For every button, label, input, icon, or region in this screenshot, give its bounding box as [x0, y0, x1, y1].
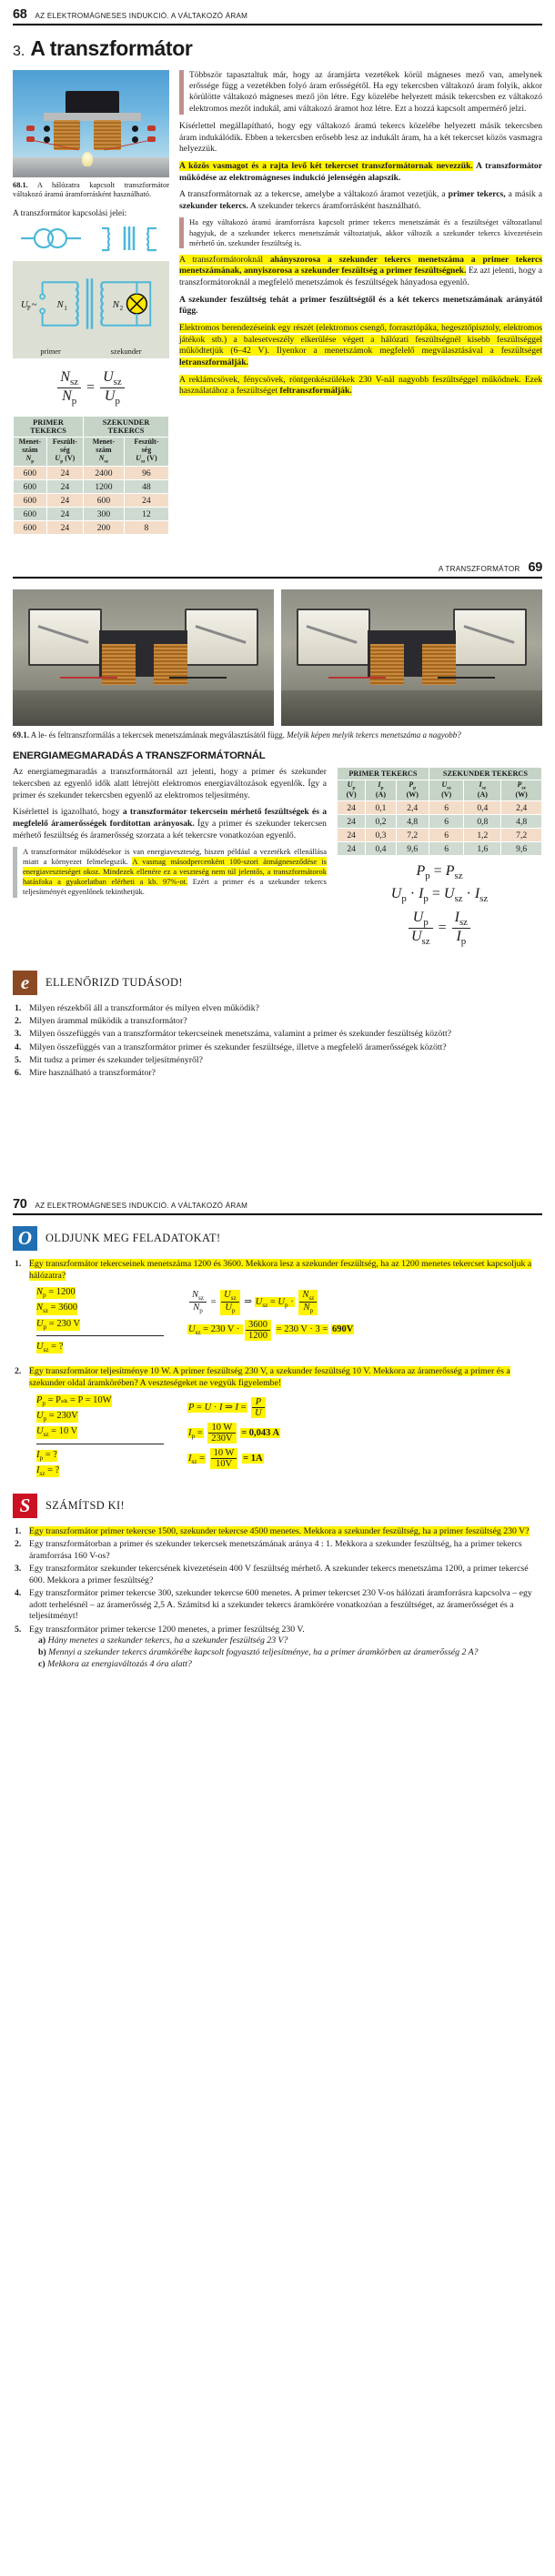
figure-69-caption: [13, 730, 542, 740]
diagram-szekunder-label: szekunder: [110, 347, 142, 356]
secondary-voltage-note: [179, 217, 542, 247]
formula-nsz-sym: N: [60, 368, 70, 385]
running-head-68: [13, 0, 542, 25]
problem-1-midresult: = 230 V · 3 =: [276, 1324, 328, 1335]
lead-wire-red: [328, 677, 386, 679]
page-69-table-column: [337, 767, 542, 956]
calc-item-5: Egy transzformátor primer tekercse 1200 menetes, a primer feszültség 230 V.: [29, 1624, 305, 1635]
page-68-right-column: [179, 70, 542, 403]
table-row: 600 24 2400 96: [14, 467, 169, 480]
power-table-body: [338, 801, 542, 856]
voltmeter-right-icon: [453, 609, 526, 666]
folio-number: 68: [13, 7, 27, 22]
problem-2-ip-num: 10 W: [211, 1423, 233, 1434]
table-row: 24 0,4 9,6 6 1,6 9,6: [338, 842, 542, 856]
intro-note-block: [179, 70, 542, 115]
label-up: U: [20, 298, 28, 310]
circuit-diagram-captions: [15, 347, 166, 356]
symbol-lead-text: A transzformátor kapcsolási jelei:: [13, 208, 127, 218]
bench-surface: [281, 690, 542, 726]
page-68: [0, 0, 555, 553]
list-item: Mire használható a transzformátor?: [29, 1068, 156, 1079]
formula-equals: =: [86, 379, 96, 396]
calc-item-5b: b) Mennyi a szekunder tekercs áramkörébe kapcsolt fogyasztó teljesítménye, ha a primer áramkörben az áramerősség 2 A?: [38, 1647, 479, 1658]
power-table-group-primer: PRIMER TEKERCS: [338, 768, 429, 780]
secondary-voltage-note-text: Ha egy váltakozó áramú áramforrásra kapcsolt primer tekercs menetszámát és a feszültséget változatlanul hagyjuk, de a szekunder tekercs menetszámát változtatjuk, akkor változik a szekunder tekercs kivezetésein mérhető ún. szekunder feszültség is.: [189, 217, 542, 247]
list-item: Milyen összefüggés van a transzformátor primer és szekunder feszültsége, illetve a megfelelő áramerősségek között?: [29, 1041, 447, 1052]
calculate-title: SZÁMÍTSD KI!: [45, 1498, 126, 1512]
term-primer-tekercs: primer tekercs,: [448, 189, 506, 200]
calculate-icon: S: [13, 1494, 37, 1518]
voltage-table-group-szekunder: SZEKUNDER TEKERCS: [84, 417, 169, 438]
problem-2-ip: $I_p$ = $\frac{10 W}{230V}$ = 0,043 A: [188, 1423, 280, 1444]
formula-left-fraction: [57, 369, 81, 407]
running-head-70: [13, 1190, 542, 1215]
power-table-group-header-row: [338, 768, 542, 780]
figure-68-number: 68.1.: [13, 180, 28, 189]
figure-69-text: A le- és feltranszformálás a tekercsek menetszámának megválasztásától függ.: [30, 730, 285, 740]
given-np: $N_p = 1200$: [36, 1287, 76, 1300]
asked-ip: $I_p$ = ?: [36, 1449, 57, 1462]
given-divider: [36, 1335, 164, 1336]
running-head-69: [13, 553, 542, 579]
energy-loss-note-text: A transzformátor működésekor is van energiaveszteség, hiszen például a vezetékek ellenállása miatt a környezet felmelegszik. A vasmag másodpercenként 100-szori átmágneseződése is energiaveszteséget okoz. Mindezek ellenére ez a veszteség nem túl jelentős, a transzformátorok hatásfoka a gyakorlatban elérheti a kb. 97%-ot. Ezért a primer és a szekunder tekercs teljesítményét egyenlőnek tekinthetjük.: [23, 847, 327, 897]
problem-2-ip-result: = 0,043 A: [241, 1428, 280, 1439]
voltage-col-nsz: Menet- szám $N_{sz}$: [84, 437, 125, 467]
power-table: [337, 767, 542, 856]
table-row: 24 0,3 7,2 6 1,2 7,2: [338, 829, 542, 842]
formula-up-sub: p: [115, 396, 120, 408]
bench-surface: [13, 690, 274, 726]
formula-inverse-ratio: $\frac{U_p}{U_{sz}}$ = $\frac{I_{sz}}{I_p}$: [337, 910, 542, 947]
problem-2-isz-den: 10V: [211, 1458, 237, 1469]
problem-2-isz-result: = 1A: [243, 1454, 263, 1464]
folio-number: 70: [13, 1197, 27, 1213]
calculate-list: [13, 1526, 542, 1671]
term-letranszformalas: letranszformálják.: [179, 357, 248, 367]
paragraph-coils: A transzformátornak az a tekercse, amelybe a váltakozó áramot vezetjük, a primer tekercs, a másik a szekunder tekercs. A szekunder tekercs áramforrásként használható.: [179, 189, 542, 211]
given-nsz: $N_{sz} = 3600$: [36, 1303, 78, 1315]
list-item: [13, 1526, 542, 1538]
solve-problems-list-2: [13, 1366, 542, 1389]
page-69-bottom-spacer: [13, 1081, 542, 1190]
terminal-black-1: [44, 126, 50, 132]
voltage-table: [13, 416, 169, 535]
calc-item-5a: a) Hány menetes a szekunder tekercs, ha a szekunder feszültség 23 V?: [38, 1635, 288, 1646]
voltage-table-group-header-row: [14, 417, 169, 438]
problem-2-working: [187, 1393, 542, 1478]
formula-ui-product: $U_p \cdot I_p = U_{sz} \cdot I_{sz}$: [390, 886, 489, 905]
power-table-group-szekunder: SZEKUNDER TEKERCS: [429, 768, 541, 780]
problem-2-given: [36, 1393, 182, 1478]
lead-wire-black: [169, 677, 227, 679]
power-col-isz: $I_{sz}$ (A): [464, 780, 501, 801]
paragraph-induction: Kísérlettel megállapítható, hogy egy váltakozó áramú tekercs közelébe helyezett másik tekercsben áram indukálódik. Ebben a tekercsben erősebb lesz az indukált áram, ha a két tekercset közös vasmagra helyezzük.: [179, 120, 542, 155]
primary-coil-shape: [370, 644, 404, 685]
svg-text:2: 2: [119, 305, 124, 312]
statement-secondary-voltage: A szekunder feszültség tehát a primer feszültségtől és a két tekercs menetszámának arányától függ.: [179, 294, 542, 317]
power-col-pp: $P_p$ (W): [396, 780, 429, 801]
section-number: 3.: [13, 43, 25, 59]
paragraph-inverse-proportion: Kísérlettel is igazolható, hogy a transzformátor tekercsein mérhető feszültségek és a megfelelő áramerősségek fordítottan arányosak. Így a primer és szekunder tekercsen mérhető feszültség és áramerősség szorzata a két tekercsre vonatkozóan egyenlő.: [13, 807, 327, 840]
statement-inverse-proportion: a transzformátor tekercsein mérhető feszültségek és a megfelelő áramerősségek fordítottan arányosak.: [13, 807, 327, 829]
given-up2: $U_p = 230V$: [36, 1411, 78, 1424]
page-69-text-column: [13, 767, 327, 903]
running-title: AZ ELEKTROMÁGNESES INDUKCIÓ. A VÁLTAKOZÓ ÁRAM: [35, 12, 248, 20]
definition-turns-ratio-highlight: ahányszorosa a szekunder tekercs menetszáma a primer tekercs menetszámának, annyiszorosa a szekunder feszültség a primer feszültségnek.: [179, 254, 542, 277]
transformer-symbol-circles-icon: [19, 226, 85, 250]
table-row: 24 0,2 4,8 6 0,8 4,8: [338, 815, 542, 829]
solve-problems-list: [13, 1259, 542, 1282]
check-knowledge-heading: [13, 971, 542, 995]
terminal-red-1: [26, 126, 35, 131]
problem-1-derivation: $\frac{N_{sz}}{N_p}$ = $\frac{U_{sz}}{U_p}$ ⇒ $U_{sz} = U_p$ · $\frac{N_{sz}}{N_p}$: [187, 1290, 542, 1314]
table-row: 24 0,1 2,4 6 0,4 2,4: [338, 801, 542, 815]
list-item: [13, 1625, 542, 1671]
note-accent-bar: [179, 217, 184, 247]
definition-transformer: [179, 161, 542, 184]
lead-wire-black: [438, 677, 495, 679]
section-title: [13, 36, 542, 61]
page-69-columns: [13, 767, 542, 956]
energy-loss-note: [13, 847, 327, 897]
problem-2-solution: [36, 1393, 542, 1478]
formula-usz-sym: U: [103, 368, 114, 385]
calc-item-5c: c) Mekkora az energiaváltozás 4 óra alatt?: [38, 1658, 192, 1669]
check-knowledge-title: ELLENŐRIZD TUDÁSOD!: [45, 976, 183, 990]
transformer-demo-photo-left: [13, 589, 274, 726]
ammeter-left-icon: [28, 609, 101, 666]
given-power: $P_p = P_{sk} = P = 10W$: [36, 1395, 112, 1408]
running-title: AZ ELEKTROMÁGNESES INDUKCIÓ. A VÁLTAKOZÓ ÁRAM: [35, 1202, 248, 1211]
figure-68-text: A hálózatra kapcsolt transzformátor váltakozó áramú áramforrásként használható.: [13, 180, 169, 199]
figure-68-caption: [13, 181, 169, 200]
power-col-usz: $U_{sz}$ (V): [429, 780, 464, 801]
secondary-coil-shape: [422, 644, 456, 685]
subheading-energy-conservation: ENERGIAMEGMARADÁS A TRANSZFORMÁTORNÁL: [13, 750, 266, 762]
terminal-black-3: [132, 126, 138, 132]
definition-turns-ratio: A transzformátoroknál ahányszorosa a szekunder tekercs menetszáma a primer tekercs menetszámának, annyiszorosa a szekunder feszültség a primer feszültségnek. Ez azt jelenti, hogy a transzformátoroknál a megfelelő menetszámok és feszültségek hányadosa egyenlő.: [179, 254, 542, 287]
problem-1-denominator: 1200: [246, 1330, 270, 1341]
transformer-symbol-coils-icon: [96, 225, 164, 252]
page-68-left-column: [13, 70, 169, 536]
transformer-photo: [13, 70, 169, 177]
problem-2-isz: $I_{sz}$ = $\frac{10 W}{10V}$ = 1A: [188, 1448, 263, 1470]
problem-2-ip-den: 230V: [208, 1433, 235, 1444]
list-item: Milyen árammal működik a transzformátor?: [29, 1016, 187, 1027]
svg-text:~: ~: [31, 298, 37, 310]
transformer-circuit-symbols: [13, 223, 169, 254]
secondary-coil-shape: [94, 120, 120, 150]
formula-right-fraction: [100, 369, 125, 407]
page-69: [0, 553, 555, 1190]
table-row: 600 24 300 12: [14, 508, 169, 521]
voltage-table-body: [14, 467, 169, 535]
calc-item-3: Egy transzformátor szekunder tekercsének kivezetésein 400 V feszültség mérhető. A szekunder tekercs menetszáma 1200, a primer tekercsé 600. Mekkora a primer feszültség?: [29, 1563, 529, 1585]
list-item: Mit tudsz a primer és szekunder teljesítményről?: [29, 1054, 203, 1065]
page-68-columns: [13, 70, 542, 536]
paragraph-step-up: A reklámcsövek, fénycsövek, röntgenkészülékek 230 V-nál nagyobb feszültséggel működnek. Ezek használatához a feszültséget feltranszformálják.: [179, 374, 542, 397]
problem-1-result: $U_{sz} = 230$ V · $\frac{3600}{1200}$ = 230 V · 3 = 690V: [188, 1319, 354, 1341]
solve-problems-heading: [13, 1226, 542, 1251]
solve-problems-title: OLDJUNK MEG FELADATOKAT!: [45, 1231, 221, 1244]
section-name: A transzformátor: [30, 35, 193, 60]
given-usz2: $U_{sz} = 10$ V: [36, 1426, 78, 1439]
power-col-up: $U_p$ (V): [338, 780, 366, 801]
energy-loss-highlight: A vasmag másodpercenként 100-szori átmágneseződése is energiaveszteséget okoz. Mindezek ellenére ez a veszteség nem túl jelentős, a transzformátorok hatásfoka a gyakorlatban elérheti a kb. 97%-ot.: [23, 857, 327, 887]
check-knowledge-list: [13, 1003, 542, 1080]
lamp-shape: [82, 152, 93, 166]
secondary-coil-shape: [154, 644, 187, 685]
figure-69-photos: [13, 589, 542, 726]
power-formulas: [337, 863, 542, 947]
table-row: 600 24 600 24: [14, 494, 169, 508]
check-knowledge-icon: e: [13, 971, 37, 995]
formula-up-sym: U: [104, 388, 116, 405]
calculate-heading: [13, 1494, 542, 1518]
formula-np-sub: p: [71, 396, 77, 408]
list-item: Milyen részekből áll a transzformátor és milyen elven működik?: [29, 1003, 260, 1014]
list-item: [13, 1539, 542, 1562]
asked-isz: $I_{sz}$ = ?: [36, 1464, 60, 1477]
problem-2-text: Egy transzformátor teljesítménye 10 W. A primer feszültség 230 V, a szekunder feszültség 10 V. Mekkora az áramerősség a primer és a szekunder oldal áramkörében? A veszteségeket ne vegyük figyelembe!: [29, 1365, 510, 1388]
primary-coil-shape: [102, 644, 136, 685]
given-up: $U_p = 230$ V: [36, 1318, 81, 1331]
problem-1-numerator: 3600: [248, 1319, 268, 1330]
solve-problems-icon: O: [13, 1226, 37, 1251]
power-table-column-header-row: [338, 780, 542, 801]
page-68-bottom-spacer: [13, 535, 542, 553]
paragraph-step-down: Elektromos berendezéseink egy részét (elektromos csengő, forrasztópáka, hegesztőpisztoly, elektromos játékok stb.) a balesetveszély elkerülése végett a hálózati feszültségnél kisebb feszültséggel működtetjük (6–42 V). Ilyenkor a menetszámok megfelelő megválasztásával a feszültséget letranszformálják.: [179, 322, 542, 367]
terminal-red-3: [147, 126, 156, 131]
running-title: A TRANSZFORMÁTOR: [438, 565, 520, 574]
power-col-psz: $P_{sz}$ (W): [501, 780, 542, 801]
note-accent-bar: [179, 70, 184, 115]
diagram-primer-label: primer: [40, 347, 61, 356]
label-n2: N: [112, 298, 119, 310]
svg-text:P: P: [26, 305, 31, 312]
problem-2-derivation: P = U · I ⇒ I = $\frac{P}{U}$: [187, 1397, 542, 1418]
calc-item-1: Egy transzformátor primer tekercse 1500, szekunder tekercse 4500 menetes. Mekkora a szekunder feszültség, ha a primer feszültség 230 V?: [29, 1525, 530, 1536]
term-szekunder-tekercs: szekunder tekercs.: [179, 200, 248, 211]
circuit-diagram-svg: [15, 266, 166, 342]
calc-item-4: Egy transzformátor primer tekercse 300, szekunder tekercse 600 menetes. A primer tekercset 230 V-os hálózati áramforrásra kapcsolva – egy adott terhelésnél – az áramerősség 2,5 A. Számítsd ki a szekunder tekercs áramkörére vonatkozóan a feszültséget, az áramerősséget és a teljesítményt!: [29, 1587, 532, 1622]
figure-69-number: 69.1.: [13, 730, 29, 740]
table-row: 600 24 200 8: [14, 521, 169, 535]
transformer-circuit-diagram: [13, 261, 169, 358]
formula-np-sym: N: [62, 388, 72, 405]
voltage-col-usz: Feszült- ség $U_{sz}$ (V): [124, 437, 168, 467]
list-item: [13, 1564, 542, 1586]
problem-1-working: [187, 1285, 542, 1354]
voltmeter-left-icon: [185, 609, 257, 666]
term-feltranszformalas: feltranszformálják.: [279, 386, 352, 397]
voltage-col-np: Menet- szám $N_p$: [14, 437, 47, 467]
voltage-col-up: Feszült- ség $U_p$ (V): [46, 437, 83, 467]
list-item: [13, 1259, 542, 1282]
formula-nsz-sub: sz: [69, 377, 79, 388]
transformer-demo-photo-right: [281, 589, 542, 726]
problem-2-isz-num: 10 W: [213, 1448, 235, 1459]
definition-transformer-highlight: A közös vasmagot és a rajta levő két tekercset transzformátornak nevezzük.: [179, 160, 473, 171]
definition-transformer-rest: A transzformátor működése az elektromágneses indukció jelenségén alapszik.: [179, 160, 542, 183]
turns-ratio-formula: [13, 369, 169, 407]
note-accent-bar: [13, 847, 17, 897]
list-item: [13, 1588, 542, 1623]
lead-wire-red: [60, 677, 117, 679]
voltage-table-column-header-row: [14, 437, 169, 467]
power-col-ip: $I_p$ (A): [366, 780, 396, 801]
intro-note-text: Többször tapasztaltuk már, hogy az áramjárta vezetékek körül mágneses mező van, amelynek erőssége függ a vezetékben folyó áram erősségétől. Ha egy tekercsben váltakozó áram folyik, akkor körülötte váltakozó mágneses mező jön létre. Egy közelébe helyezett másik tekercsben ez váltakozó elektromos mezőt indukál, ami váltakozó áramot hoz létre. Ezt a hozzá kapcsolt ampermérő jelzi.: [189, 70, 542, 114]
svg-text:1: 1: [64, 305, 67, 312]
folio-number: 69: [528, 560, 542, 576]
page-70-bottom-spacer: [13, 1672, 542, 1699]
ammeter-right-icon: [297, 609, 369, 666]
voltage-table-group-primer: PRIMER TEKERCS: [14, 417, 84, 438]
list-item: Milyen összefüggés van a transzformátor tekercseinek menetszáma, valamint a primer és szekunder feszültség között?: [29, 1029, 452, 1040]
problem-1-text: Egy transzformátor tekercseinek menetszáma 1200 és 3600. Mekkora lesz a szekunder feszültség, ha az 1200 menetes tekercset kapcsoljuk a hálózatra?: [29, 1258, 532, 1281]
list-item: [13, 1366, 542, 1389]
formula-power-equality: $P_p = P_{sz}$: [416, 863, 463, 882]
problem-1-solution: [36, 1285, 542, 1354]
table-row: 600 24 1200 48: [14, 480, 169, 494]
problem-1-answer: 690V: [331, 1324, 354, 1335]
iron-core-shape: [66, 91, 118, 115]
problem-1-given: [36, 1285, 182, 1354]
figure-69-question: Melyik képen melyik tekercs menetszáma a nagyobb?: [287, 730, 461, 740]
paragraph-energy-conservation: Az energiamegmaradás a transzformátornál azt jelenti, hogy a primer és szekunder tekercsben az egyenlő idők alatt létrejött elektromos energiaváltozások egyenlők. Így a primer és szekunder tekercsben egyenlő az elektromos teljesítmény.: [13, 767, 327, 800]
formula-usz-sub: sz: [113, 377, 122, 388]
label-n1: N: [56, 298, 64, 310]
asked-usz: $U_{sz}$ = ?: [36, 1341, 64, 1353]
calc-item-2: Egy transzformátorban a primer és szekunder tekercsek menetszámának aránya 4 : 1. Mekkora a szekunder feszültség, ha a primer tekercs áramforrása 160 V-os?: [29, 1538, 522, 1561]
page-70: [0, 1190, 555, 1699]
